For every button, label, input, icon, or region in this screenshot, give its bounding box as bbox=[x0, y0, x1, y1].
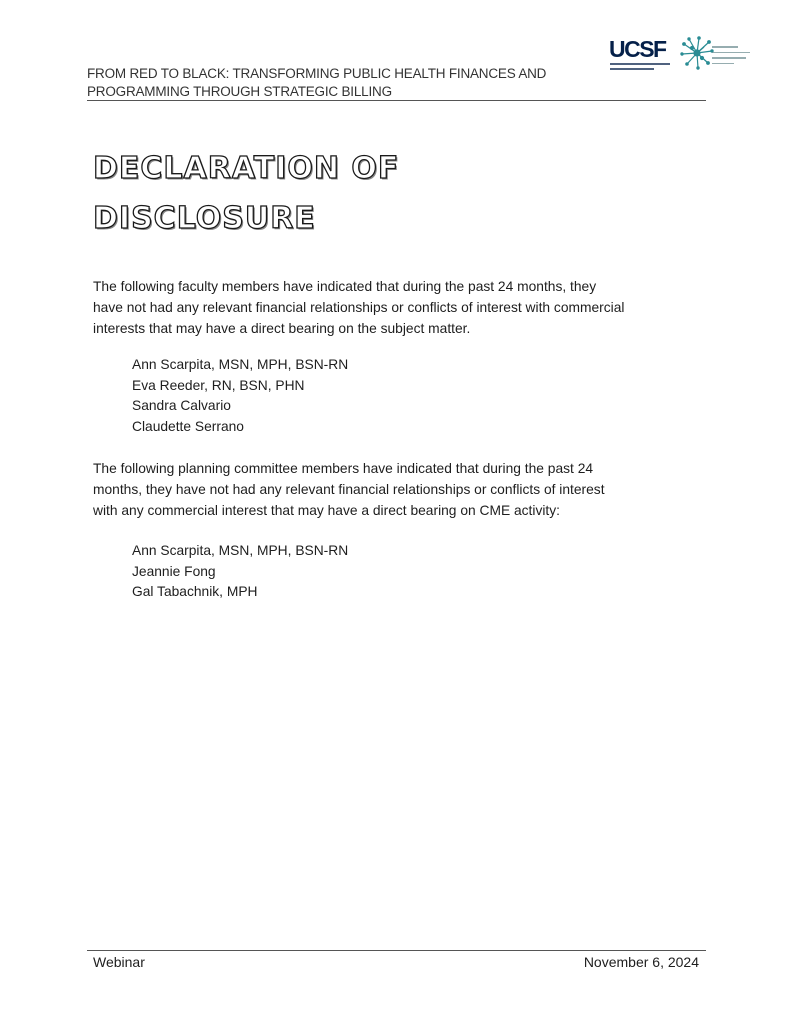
list-item: Jeannie Fong bbox=[132, 563, 216, 579]
footer-event-type: Webinar bbox=[93, 954, 145, 970]
header-divider bbox=[87, 100, 706, 101]
paragraph-line: have not had any relevant financial relationships or conflicts of interest with commercial bbox=[93, 300, 625, 315]
page-title-line: DECLARATION OF bbox=[93, 151, 400, 186]
list-item: Sandra Calvario bbox=[132, 398, 231, 414]
page-title bbox=[93, 144, 513, 244]
page-title-line: DISCLOSURE bbox=[93, 201, 316, 236]
list-item: Claudette Serrano bbox=[132, 419, 244, 435]
list-item: Gal Tabachnik, MPH bbox=[132, 584, 258, 600]
burst-icon bbox=[680, 36, 714, 70]
paragraph-line: The following faculty members have indicated that during the past 24 months, they bbox=[93, 279, 597, 294]
header-title-line: PROGRAMMING THROUGH STRATEGIC BILLING bbox=[87, 84, 392, 99]
ucsf-logo bbox=[609, 36, 673, 78]
ucsf-logo-text: UCSF bbox=[609, 36, 666, 62]
list-item: Ann Scarpita, MSN, MPH, BSN-RN bbox=[132, 357, 349, 372]
center-logo bbox=[680, 36, 752, 72]
footer-divider bbox=[87, 950, 706, 951]
header-title bbox=[87, 65, 587, 101]
planning-names-list bbox=[132, 541, 348, 603]
faculty-disclosure-paragraph bbox=[93, 276, 713, 339]
header-title-line: FROM RED TO BLACK: TRANSFORMING PUBLIC HEALTH FINANCES AND bbox=[87, 66, 547, 81]
paragraph-line: interests that may have a direct bearing on the subject matter. bbox=[93, 321, 471, 336]
center-logo-subtext bbox=[712, 46, 750, 68]
paragraph-line: The following planning committee members have indicated that during the past 24 bbox=[93, 461, 594, 476]
ucsf-logo-subtext bbox=[610, 63, 670, 73]
footer-date: November 6, 2024 bbox=[583, 954, 699, 970]
list-item: Eva Reeder, RN, BSN, PHN bbox=[132, 377, 305, 393]
faculty-names-list bbox=[132, 355, 348, 438]
paragraph-line: months, they have not had any relevant financial relationships or conflicts of interest bbox=[93, 482, 605, 497]
planning-disclosure-paragraph bbox=[93, 458, 713, 521]
list-item: Ann Scarpita, MSN, MPH, BSN-RN bbox=[132, 543, 349, 558]
paragraph-line: with any commercial interest that may have a direct bearing on CME activity: bbox=[93, 503, 560, 518]
